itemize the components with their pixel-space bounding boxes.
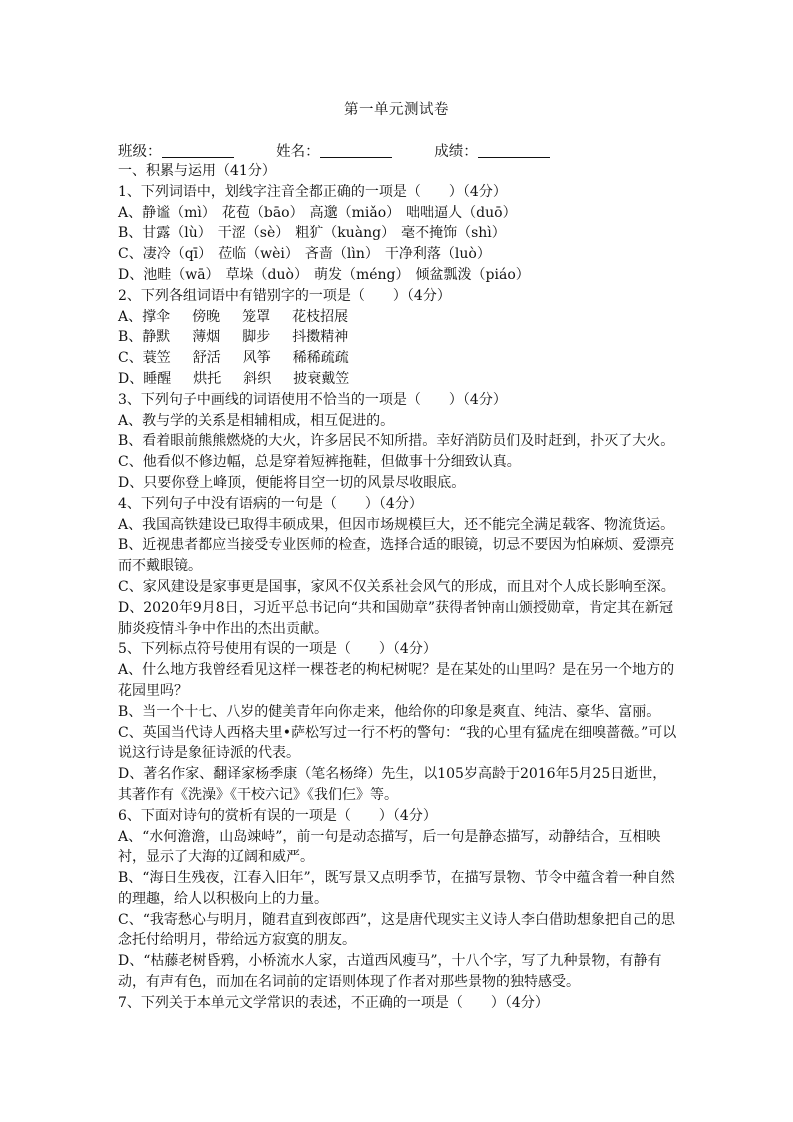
- question-2-option-b: B、静默 薄烟 脚步 抖擞精神: [118, 329, 349, 346]
- question-2-option-d: D、睡醒 烘托 斜织 披衰戴笠: [118, 370, 350, 387]
- question-1-option-d: D、池畦（wā） 草垛（duò） 萌发（méng） 倾盆瓢泼（piáo）: [118, 266, 530, 283]
- question-6-option-c: C、“我寄愁心与明月，随君直到夜郎西”，这是唐代现实主义诗人李白借助想象把自己的思念托付给明月，带给远方寂寞的朋友。: [118, 911, 676, 949]
- question-3-option-c: C、他看似不修边幅，总是穿着短裤拖鞋，但做事十分细致认真。: [118, 454, 521, 471]
- student-info-row: [118, 140, 588, 161]
- page-title: 第一单元测试卷: [344, 102, 449, 118]
- question-1-option-c: C、凄冷（qī） 莅临（wèi） 吝啬（lìn） 干净利落（luò）: [118, 246, 491, 263]
- question-5-option-c: C、英国当代诗人西格夫里•萨松写过一行不朽的警句：“我的心里有猛虎在细嗅蔷薇。”可以说这行诗是象征诗派的代表。: [118, 724, 677, 762]
- question-7-stem: 7、下列关于本单元文学常识的表述，不正确的一项是（ ）（4分）: [118, 994, 549, 1011]
- question-3-option-a: A、教与学的关系是相辅相成，相互促进的。: [118, 412, 395, 429]
- section-heading: 一、积累与运用（41分）: [118, 163, 276, 179]
- question-3-option-b: B、看着眼前熊熊燃烧的大火，许多居民不知所措。幸好消防员们及时赶到，扑灭了大火。: [118, 433, 675, 450]
- question-2-option-a: A、撑伞 傍晚 笼罩 花枝招展: [118, 308, 349, 325]
- question-2-option-c: C、蓑笠 舒活 风筝 稀稀疏疏: [118, 350, 349, 367]
- question-6-stem: 6、下面对诗句的赏析有误的一项是（ ）（4分）: [118, 807, 437, 824]
- question-6-option-b: B、“海日生残夜，江春入旧年”，既写景又点明季节，在描写景物、节令中蕴含着一种自然的理趣，给人以积极向上的力量。: [118, 870, 675, 907]
- question-4-option-a: A、我国高铁建设已取得丰硕成果，但因市场规模巨大，还不能完全满足载客、物流货运。: [118, 516, 675, 533]
- exam-body: [118, 161, 678, 1014]
- question-5-option-a: A、什么地方我曾经看见这样一棵苍老的枸杞树呢？是在某处的山里吗？是在另一个地方的花园里吗？: [118, 662, 675, 699]
- name-label: 姓名：: [276, 144, 320, 160]
- question-4-option-c: C、家风建设是家事更是国事，家风不仅关系社会风气的形成，而且对个人成长影响至深。: [118, 578, 675, 595]
- score-label: 成绩：: [434, 144, 478, 160]
- class-label: 班级：: [118, 144, 162, 160]
- score-blank: [478, 143, 550, 158]
- question-6-option-d: D、“枯藤老树昏鸦，小桥流水人家，古道西风瘦马”，十八个字，写了九种景物，有静有动，有声有色，而加在名词前的定语则体现了作者对那些景物的独特感受。: [118, 953, 662, 991]
- question-5-option-b: B、当一个十七、八岁的健美青年向你走来，他给你的印象是爽直、纯洁、豪华、富丽。: [118, 703, 661, 720]
- question-3-stem: 3、下列句子中画线的词语使用不恰当的一项是（ ）（4分）: [118, 391, 507, 408]
- question-4-option-d: D、2020年9月8日，习近平总书记向“共和国勋章”获得者钟南山颁授勋章，肯定其在新冠肺炎疫情斗争中作出的杰出贡献。: [118, 599, 673, 637]
- class-blank: [162, 143, 234, 158]
- question-2-stem: 2、下列各组词语中有错别字的一项是（ ）（4分）: [118, 287, 451, 304]
- name-blank: [320, 143, 392, 158]
- question-1-option-b: B、甘露（lù） 干涩（sè） 粗犷（kuàng） 毫不掩饰（shì）: [118, 225, 506, 242]
- question-4-option-b: B、近视患者都应当接受专业医师的检查，选择合适的眼镜，切忌不要因为怕麻烦、爱漂亮而不戴眼镜。: [118, 537, 675, 575]
- question-5-stem: 5、下列标点符号使用有误的一项是（ ）（4分）: [118, 641, 437, 658]
- question-5-option-d: D、著名作家、翻译家杨季康（笔名杨绛）先生，以105岁高龄于2016年5月25日逝世，其著作有《洗澡》《干校六记》《我们仨》等。: [118, 766, 667, 803]
- question-1-option-a: A、静谧（mì） 花苞（bāo） 高邈（miǎo） 咄咄逼人（duō）: [118, 204, 517, 221]
- question-3-option-d: D、只要你登上峰顶，便能将目空一切的风景尽收眼底。: [118, 474, 466, 491]
- question-6-option-a: A、“水何澹澹，山岛竦峙”，前一句是动态描写，后一句是静态描写，动静结合，互相映衬，显示了大海的辽阔和威严。: [118, 828, 661, 866]
- question-4-stem: 4、下列句子中没有语病的一句是（ ）（4分）: [118, 495, 423, 512]
- question-1-stem: 1、下列词语中，划线字注音全都正确的一项是（ ）（4分）: [118, 183, 507, 200]
